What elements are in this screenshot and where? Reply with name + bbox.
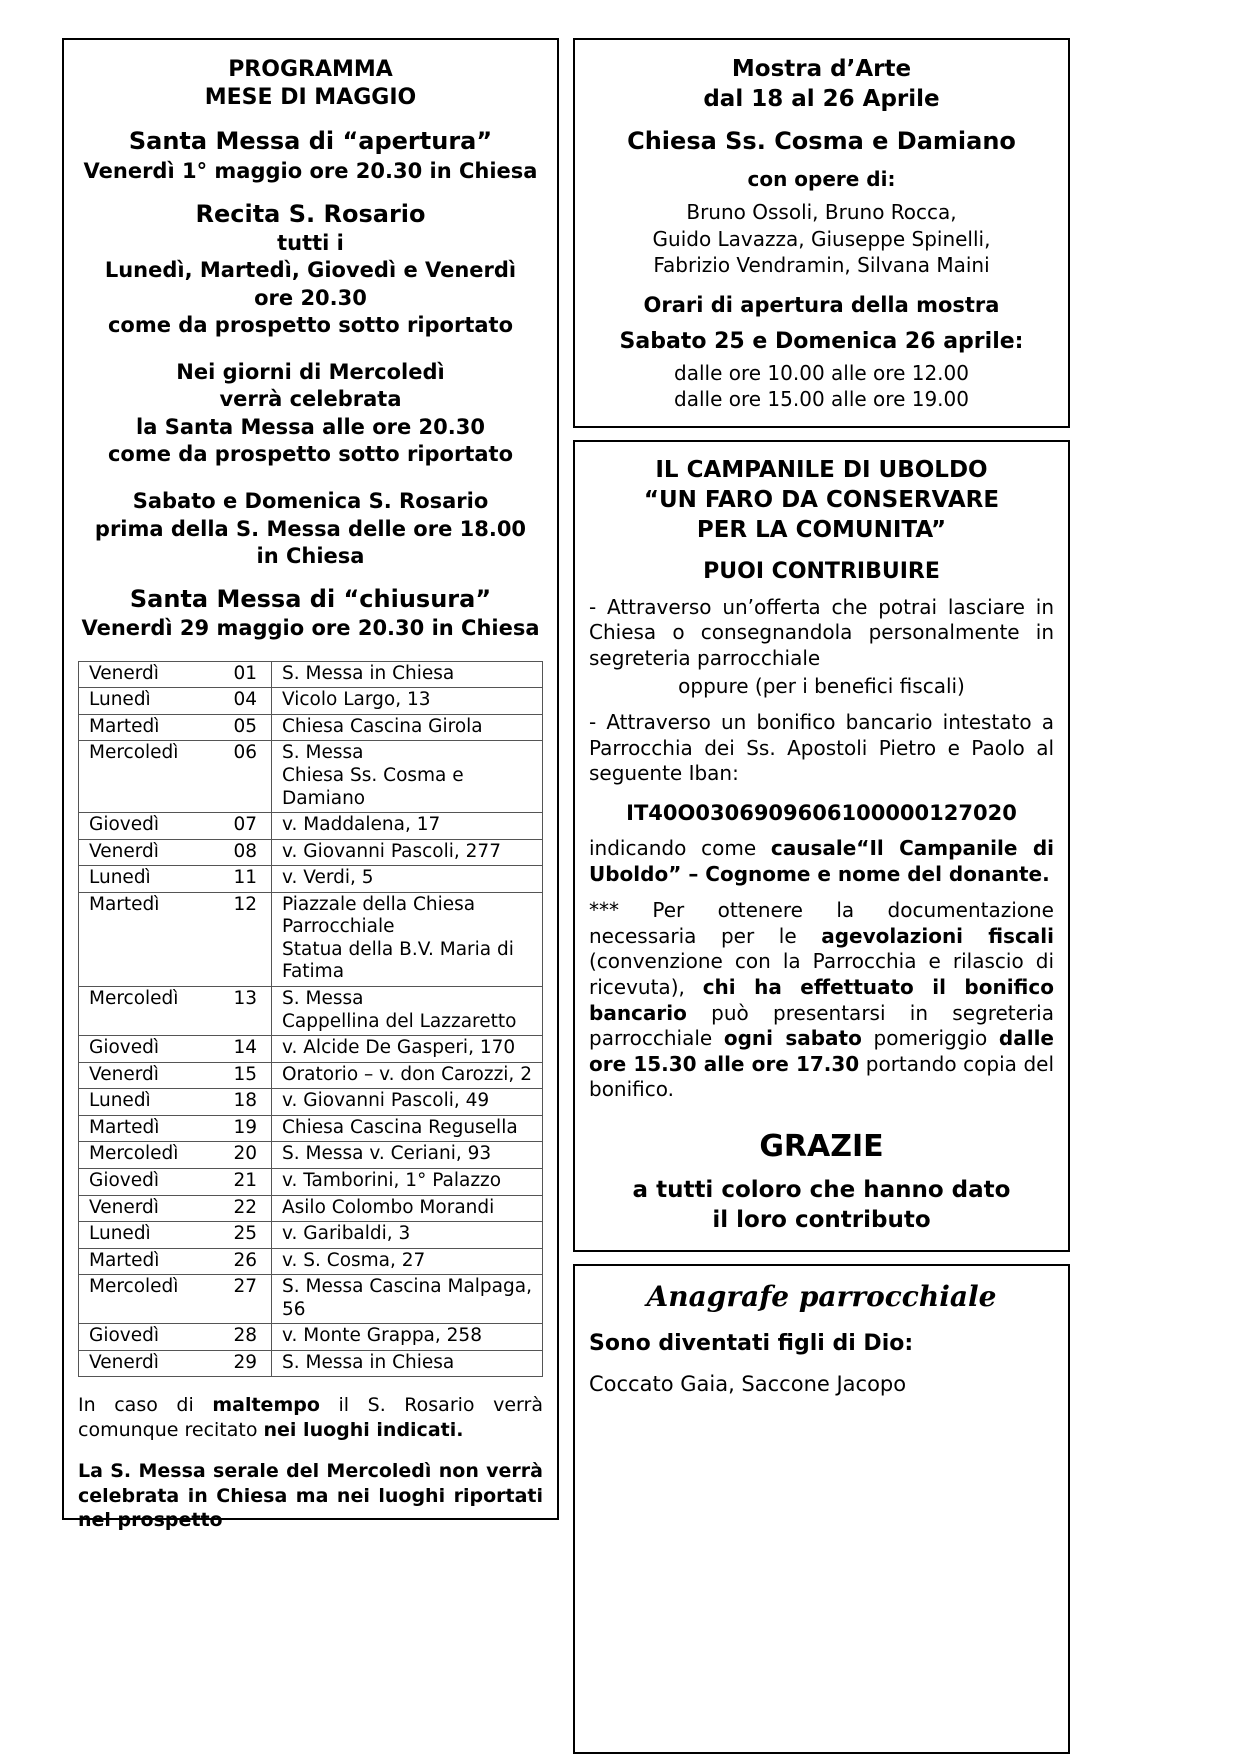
closing-mass-detail: Venerdì 29 maggio ore 20.30 in Chiesa (81, 616, 540, 641)
agevolazioni-bold-3: ogni sabato (723, 1026, 862, 1051)
schedule-date: 19 (205, 1115, 272, 1142)
schedule-place (272, 688, 543, 715)
mercoledi-line-4: come da prospetto sotto riportato (107, 442, 514, 467)
mostra-church: Chiesa Ss. Cosma e Damiano (627, 126, 1016, 155)
schedule-date: 07 (205, 813, 272, 840)
schedule-place (272, 1195, 543, 1222)
note-maltempo-bold-1: maltempo (212, 1394, 320, 1417)
programma-header (78, 56, 543, 112)
mostra-title-line1: Mostra d’Arte (731, 56, 912, 82)
campanile-thanks (589, 1176, 1054, 1236)
schedule-place-line1: Piazzale della Chiesa Parrocchiale (282, 893, 476, 938)
table-row (79, 1142, 543, 1169)
schedule-place (272, 1222, 543, 1249)
schedule-place-line1: S. Messa (282, 742, 364, 764)
schedule-day: Martedì (79, 892, 206, 986)
schedule-day: Lunedì (79, 866, 206, 893)
campanile-thanks-line1: a tutti coloro che hanno dato (632, 1176, 1011, 1203)
mostra-title-line2: dal 18 al 26 Aprile (703, 86, 940, 113)
schedule-place-line1: v. S. Cosma, 27 (282, 1249, 426, 1271)
schedule-place-line1: Oratorio – v. don Carozzi, 2 (282, 1063, 532, 1085)
schedule-place (272, 987, 543, 1036)
table-row (79, 661, 543, 688)
schedule-place-line1: v. Tamborini, 1° Palazzo (282, 1169, 502, 1191)
programma-title-line2: MESE DI MAGGIO (204, 85, 417, 111)
mostra-artists (587, 199, 1056, 279)
schedule-place (272, 714, 543, 741)
table-row (79, 892, 543, 986)
schedule-table (78, 661, 543, 1378)
schedule-place (272, 892, 543, 986)
mercoledi-line-2: verrà celebrata (219, 387, 402, 412)
campanile-paragraph-offerta: - Attraverso un’offerta che potrai lasciare in Chiesa o consegnandola personalmente in segreteria parrocchiale (589, 594, 1054, 670)
schedule-place (272, 1168, 543, 1195)
programma-box (62, 38, 559, 1532)
schedule-date: 14 (205, 1036, 272, 1063)
weekend-line-3: in Chiesa (256, 543, 365, 568)
schedule-date: 20 (205, 1142, 272, 1169)
agevolazioni-text-1: *** Per ottenere la documentazione necessaria per le (589, 898, 1054, 948)
schedule-day: Mercoledì (79, 987, 206, 1036)
campanile-grazie: GRAZIE (759, 1128, 884, 1164)
schedule-day: Lunedì (79, 1089, 206, 1116)
schedule-place-line1: S. Messa Cascina Malpaga, 56 (282, 1276, 532, 1320)
schedule-day: Martedì (79, 1248, 206, 1275)
table-row (79, 714, 543, 741)
schedule-place (272, 839, 543, 866)
spacer-2 (78, 468, 543, 488)
schedule-place-line2: Chiesa Ss. Cosma e Damiano (282, 764, 464, 809)
schedule-date: 27 (205, 1275, 272, 1324)
mostra-open-days: Sabato 25 e Domenica 26 aprile: (619, 329, 1024, 355)
schedule-day: Venerdì (79, 1350, 206, 1377)
schedule-date: 15 (205, 1062, 272, 1089)
table-row (79, 1115, 543, 1142)
anagrafe-title: Anagrafe parrocchiale (646, 1279, 997, 1313)
agevolazioni-bold-2: chi ha effettuato il bonifico bancario (589, 974, 1054, 1025)
schedule-date: 08 (205, 839, 272, 866)
campanile-paragraph-bonifico: - Attraverso un bonifico bancario intestato a Parrocchia dei Ss. Apostoli Pietro e Paolo al seguente Iban: (589, 710, 1054, 786)
campanile-title-line2: “UN FARO DA CONSERVARE (643, 487, 1000, 513)
campanile-contribuire-label: PUOI CONTRIBUIRE (703, 558, 940, 584)
schedule-date: 26 (205, 1248, 272, 1275)
table-row (79, 1350, 543, 1377)
campanile-causale-text: indicando come (589, 835, 771, 860)
campanile-thanks-line2: il loro contributo (712, 1206, 931, 1233)
note-maltempo (78, 1393, 543, 1442)
agevolazioni-bold-1: agevolazioni fiscali (821, 923, 1054, 948)
schedule-date: 11 (205, 866, 272, 893)
campanile-causale-bold: causale“Il Campanile di Uboldo” – Cognome e nome del donante. (589, 835, 1054, 886)
schedule-place (272, 1089, 543, 1116)
schedule-place-line1: v. Verdi, 5 (282, 867, 374, 889)
mostra-hours-line2: dalle ore 15.00 alle ore 19.00 (674, 387, 969, 412)
note-maltempo-text-2: il S. Rosario verrà comunque recitato (78, 1394, 543, 1442)
schedule-place-line1: v. Alcide De Gasperi, 170 (282, 1037, 516, 1059)
schedule-place-line1: S. Messa v. Ceriani, 93 (282, 1143, 492, 1165)
schedule-place-line1: v. Giovanni Pascoli, 277 (282, 840, 501, 862)
schedule-place-line1: S. Messa in Chiesa (282, 1351, 455, 1373)
mostra-hours-line1: dalle ore 10.00 alle ore 12.00 (674, 361, 969, 386)
schedule-place (272, 1142, 543, 1169)
spacer-1 (78, 339, 543, 359)
schedule-table-body (79, 661, 543, 1377)
agevolazioni-text-2: (convenzione con la Parrocchia e rilascio di ricevuta), (589, 949, 1054, 999)
schedule-day: Martedì (79, 1115, 206, 1142)
closing-mass-title: Santa Messa di “chiusura” (129, 585, 492, 614)
mostra-artists-line1: Bruno Ossoli, Bruno Rocca, (686, 199, 957, 224)
schedule-place (272, 1350, 543, 1377)
schedule-date: 01 (205, 661, 272, 688)
schedule-day: Giovedì (79, 1036, 206, 1063)
schedule-place (272, 813, 543, 840)
schedule-place (272, 1248, 543, 1275)
schedule-place (272, 661, 543, 688)
agevolazioni-bold-4: dalle ore 15.30 alle ore 17.30 (589, 1026, 1054, 1076)
rosario-line-4: come da prospetto sotto riportato (107, 312, 514, 337)
schedule-place (272, 1036, 543, 1063)
mostra-con-opere-label: con opere di: (747, 166, 896, 191)
schedule-place-line1: Vicolo Largo, 13 (282, 689, 431, 711)
schedule-place-line1: v. Monte Grappa, 258 (282, 1325, 482, 1347)
schedule-day: Venerdì (79, 839, 206, 866)
table-row (79, 1089, 543, 1116)
agevolazioni-text-5: portando copia del bonifico. (589, 1051, 1054, 1102)
anagrafe-subtitle: Sono diventati figli di Dio: (589, 1330, 914, 1356)
schedule-place (272, 1275, 543, 1324)
table-row (79, 987, 543, 1036)
rosario-line-1: tutti i (277, 230, 344, 255)
note-messa-mercoledi: La S. Messa serale del Mercoledì non verrà celebrata in Chiesa ma nei luoghi riportati nel prospetto (78, 1459, 543, 1532)
schedule-place-line1: Asilo Colombo Morandi (282, 1196, 495, 1218)
schedule-date: 21 (205, 1168, 272, 1195)
schedule-day: Venerdì (79, 661, 206, 688)
schedule-date: 13 (205, 987, 272, 1036)
schedule-day: Martedì (79, 714, 206, 741)
campanile-agevolazioni (589, 898, 1054, 1103)
weekend-line-2: prima della S. Messa delle ore 18.00 (94, 516, 527, 541)
schedule-day: Venerdì (79, 1062, 206, 1089)
table-row (79, 1324, 543, 1351)
schedule-date: 04 (205, 688, 272, 715)
campanile-oppure-line: oppure (per i benefici fiscali) (678, 673, 965, 698)
campanile-causale (589, 836, 1054, 887)
table-row (79, 688, 543, 715)
mostra-arte-box (573, 38, 1070, 428)
schedule-place-line2: Statua della B.V. Maria di Fatima (282, 938, 514, 983)
schedule-day: Giovedì (79, 1324, 206, 1351)
campanile-iban: IT40O0306909606100000127020 (626, 800, 1017, 825)
mostra-hours (587, 360, 1056, 412)
schedule-place-line1: v. Garibaldi, 3 (282, 1223, 411, 1245)
mostra-orari-label: Orari di apertura della mostra (643, 293, 1000, 318)
schedule-date: 05 (205, 714, 272, 741)
opening-mass-title: Santa Messa di “apertura” (128, 127, 493, 156)
schedule-day: Mercoledì (79, 1275, 206, 1324)
mostra-artists-line3: Fabrizio Vendramin, Silvana Maini (653, 253, 990, 278)
campanile-title (589, 456, 1054, 546)
schedule-date: 28 (205, 1324, 272, 1351)
table-row (79, 1222, 543, 1249)
schedule-place (272, 1115, 543, 1142)
schedule-day: Venerdì (79, 1195, 206, 1222)
schedule-place-line1: S. Messa (282, 988, 364, 1010)
schedule-day: Giovedì (79, 1168, 206, 1195)
schedule-place (272, 1062, 543, 1089)
mostra-artists-line2: Guido Lavazza, Giuseppe Spinelli, (652, 226, 991, 251)
mercoledi-line-1: Nei giorni di Mercoledì (176, 360, 445, 385)
note-maltempo-text-1: In caso di (78, 1394, 213, 1417)
table-row (79, 813, 543, 840)
campanile-box (573, 440, 1070, 1252)
schedule-place-line2: Cappellina del Lazzaretto (282, 1010, 517, 1032)
table-row (79, 741, 543, 813)
campanile-title-line1: IL CAMPANILE DI UBOLDO (655, 457, 988, 484)
anagrafe-names: Coccato Gaia, Saccone Jacopo (589, 1371, 907, 1396)
table-row (79, 866, 543, 893)
schedule-day: Lunedì (79, 1222, 206, 1249)
left-column (62, 38, 559, 1754)
schedule-place-line1: Chiesa Cascina Regusella (282, 1116, 518, 1138)
schedule-date: 29 (205, 1350, 272, 1377)
campanile-title-line3: PER LA COMUNITA” (696, 516, 947, 543)
agevolazioni-text-4: pomeriggio (861, 1026, 999, 1051)
schedule-day: Giovedì (79, 813, 206, 840)
table-row (79, 1036, 543, 1063)
schedule-place-line1: v. Maddalena, 17 (282, 814, 441, 836)
weekend-line-1: Sabato e Domenica S. Rosario (132, 489, 489, 514)
table-row (79, 839, 543, 866)
schedule-date: 12 (205, 892, 272, 986)
table-row (79, 1195, 543, 1222)
schedule-day: Lunedì (79, 688, 206, 715)
table-row (79, 1062, 543, 1089)
schedule-day: Mercoledì (79, 1142, 206, 1169)
mercoledi-line-3: la Santa Messa alle ore 20.30 (136, 414, 485, 439)
schedule-date: 18 (205, 1089, 272, 1116)
rosario-title: Recita S. Rosario (195, 199, 426, 228)
schedule-place-line1: S. Messa in Chiesa (282, 662, 455, 684)
rosario-line-3: ore 20.30 (254, 285, 367, 310)
schedule-day: Mercoledì (79, 741, 206, 813)
right-column (573, 38, 1070, 1754)
schedule-place-line1: Chiesa Cascina Girola (282, 715, 483, 737)
agevolazioni-text-3: può presentarsi in segreteria parrocchiale (589, 1000, 1054, 1051)
schedule-date: 22 (205, 1195, 272, 1222)
table-row (79, 1275, 543, 1324)
note-maltempo-bold-2: nei luoghi indicati. (263, 1419, 464, 1442)
table-row (79, 1168, 543, 1195)
programma-title-line1: PROGRAMMA (228, 57, 393, 82)
schedule-date: 25 (205, 1222, 272, 1249)
table-row (79, 1248, 543, 1275)
schedule-place (272, 741, 543, 813)
opening-mass-detail: Venerdì 1° maggio ore 20.30 in Chiesa (83, 158, 538, 183)
schedule-date: 06 (205, 741, 272, 813)
schedule-place (272, 866, 543, 893)
schedule-place-line1: v. Giovanni Pascoli, 49 (282, 1090, 490, 1112)
schedule-place (272, 1324, 543, 1351)
anagrafe-box (573, 1264, 1070, 1754)
mostra-title (587, 54, 1056, 115)
rosario-line-2: Lunedì, Martedì, Giovedì e Venerdì (104, 258, 517, 283)
